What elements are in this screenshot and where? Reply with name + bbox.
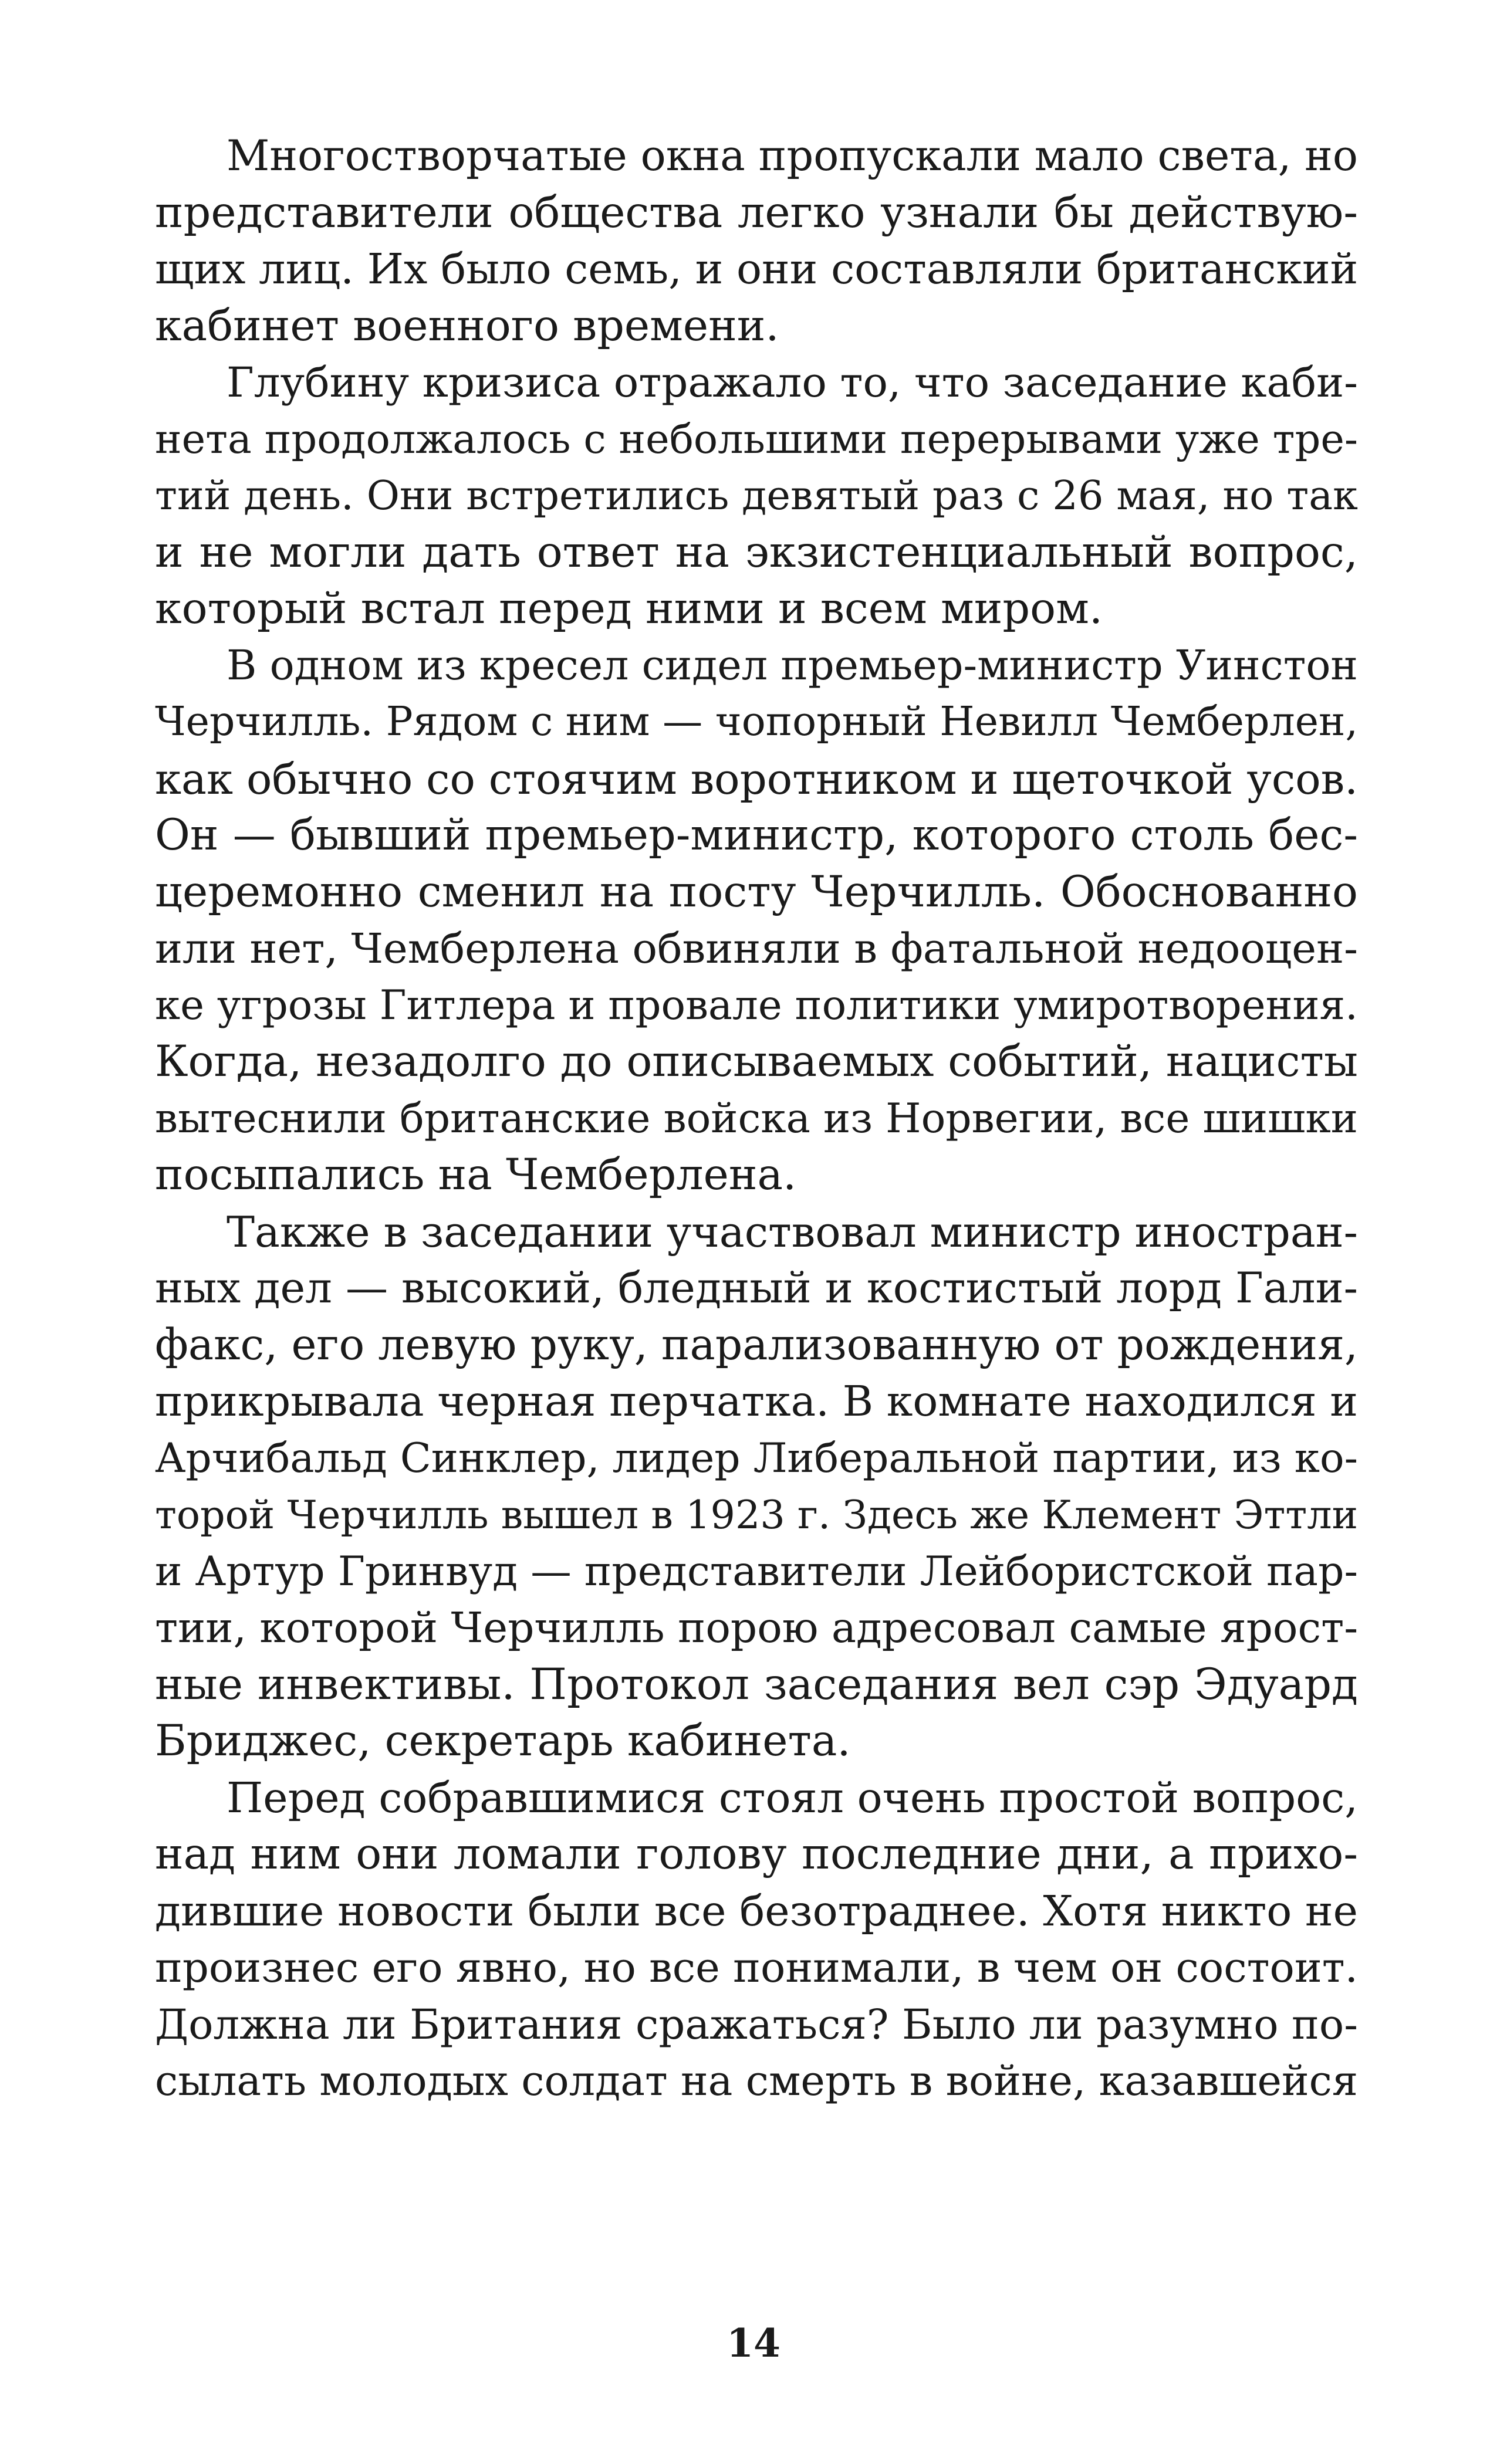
text-line: Когда, незадолго до описываемых событий, нацисты	[155, 1037, 1358, 1087]
text-line: Арчибальд Синклер, лидер Либеральной партии, из ко-	[155, 1434, 1358, 1482]
text-line: представители общества легко узнали бы действую-	[155, 187, 1358, 238]
page-number: 14	[727, 2320, 780, 2366]
text-line: Черчилль. Рядом с ним — чопорный Невилл Чемберлен,	[155, 699, 1359, 745]
text-line: щих лиц. Их было семь, и они составляли британский	[155, 245, 1359, 293]
text-line: торой Черчилль вышел в 1923 г. Здесь же Клемент Эттли	[155, 1492, 1358, 1538]
text-line: Бриджес, секретарь кабинета.	[155, 1716, 851, 1766]
text-line: факс, его левую руку, парализованную от рождения,	[155, 1320, 1358, 1370]
text-line: сылать молодых солдат на смерть в войне, казавшейся	[155, 2057, 1358, 2105]
text-line: кабинет военного времени.	[155, 300, 779, 351]
body-text	[155, 128, 1358, 2110]
text-line: Глубину кризиса отражало то, что заседание каби-	[227, 358, 1358, 407]
text-line: дившие новости были все безотраднее. Хотя никто не	[155, 1886, 1358, 1935]
text-line: церемонно сменил на посту Черчилль. Обоснованно	[155, 867, 1358, 917]
text-line: или нет, Чемберлена обвиняли в фатальной недооцен-	[155, 924, 1358, 973]
paragraph-2	[155, 354, 1358, 638]
text-line: ке угрозы Гитлера и провале политики умиротворения.	[155, 981, 1358, 1029]
text-line: тии, которой Черчилль порою адресовал самые ярост-	[155, 1603, 1359, 1652]
text-line: тий день. Они встретились девятый раз с 26 мая, но так	[155, 472, 1358, 519]
text-line: произнес его явно, но все понимали, в чем он состоит.	[155, 1944, 1358, 1992]
paragraph-3	[155, 638, 1358, 1204]
text-line: посыпались на Чемберлена.	[155, 1150, 797, 1200]
text-line: как обычно со стоячим воротником и щеточкой усов.	[155, 754, 1359, 804]
paragraph-1	[155, 128, 1358, 354]
text-line: вытеснили британские войска из Норвегии, все шишки	[155, 1095, 1358, 1142]
text-line: Перед собравшимися стоял очень простой вопрос,	[227, 1773, 1358, 1822]
text-line: и Артур Гринвуд — представители Лейбористской пар-	[155, 1547, 1358, 1595]
paragraph-4	[155, 1204, 1358, 1770]
text-line: Он — бывший премьер-министр, которого столь бес-	[155, 810, 1358, 860]
text-line: ные инвективы. Протокол заседания вел сэр Эдуард	[155, 1659, 1358, 1710]
text-line: прикрывала черная перчатка. В комнате находился и	[155, 1377, 1358, 1426]
text-line: нета продолжалось с небольшими перерывами уже тре-	[155, 415, 1358, 463]
text-line: который встал перед ними и всем миром.	[155, 584, 1103, 634]
text-line: Также в заседании участвовал министр иностран-	[227, 1207, 1358, 1257]
paragraph-5	[155, 1770, 1358, 2110]
text-line: Должна ли Британия сражаться? Было ли разумно по-	[155, 2000, 1358, 2049]
text-line: Многостворчатые окна пропускали мало света, но	[227, 131, 1358, 180]
text-line: над ним они ломали голову последние дни, а прихо-	[155, 1829, 1358, 1879]
text-line: В одном из кресел сидел премьер-министр Уинстон	[227, 641, 1358, 689]
text-line: ных дел — высокий, бледный и костистый лорд Гали-	[155, 1264, 1358, 1313]
text-line: и не могли дать ответ на экзистенциальный вопрос,	[155, 527, 1358, 577]
